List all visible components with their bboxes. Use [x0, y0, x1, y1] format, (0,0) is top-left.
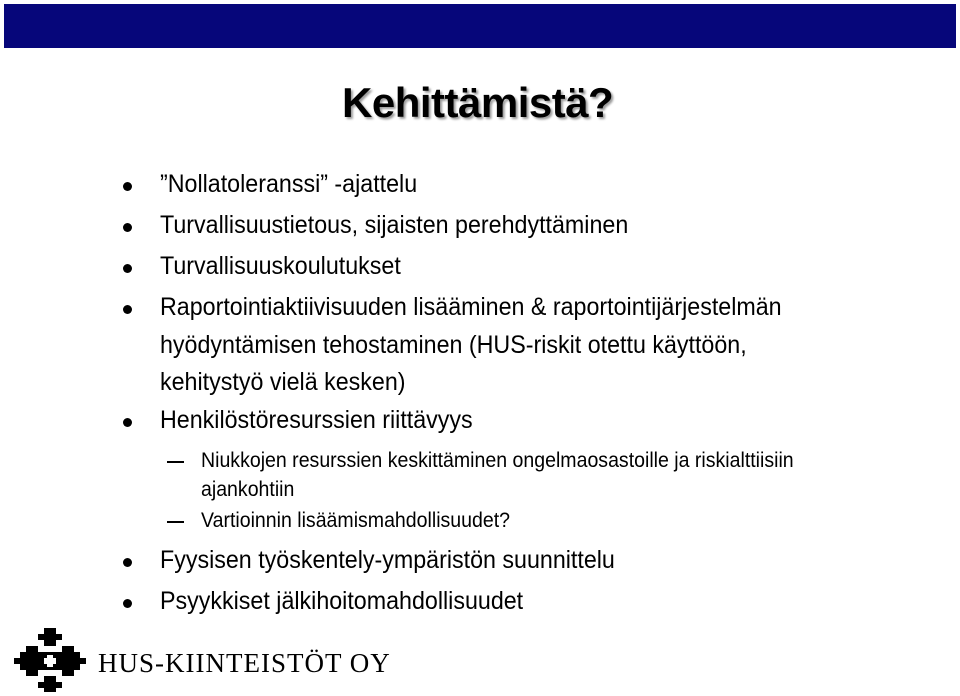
- bullet-item: ”Nollatoleranssi” -ajattelu: [160, 170, 418, 198]
- footer-org-name: HUS-KIINTEISTÖT OY: [98, 648, 391, 678]
- bullet-item-continuation: kehitystyö vielä kesken): [160, 368, 406, 396]
- bullet-item: Turvallisuustietous, sijaisten perehdyttäminen: [160, 211, 629, 239]
- bullet-item: Raportointiaktiivisuuden lisääminen & raportointijärjestelmän: [160, 293, 782, 321]
- bullet-item: Turvallisuuskoulutukset: [160, 252, 401, 280]
- bullet-item: Psyykkiset jälkihoitomahdollisuudet: [160, 587, 524, 615]
- bullet-icon: [123, 558, 132, 567]
- bullet-icon: [123, 182, 132, 191]
- bullet-icon: [123, 418, 132, 427]
- bullet-icon: [123, 264, 132, 273]
- bullet-item: Henkilöstöresurssien riittävyys: [160, 406, 473, 434]
- slide-title: Kehittämistä?: [342, 79, 614, 126]
- sub-bullet-item: Vartioinnin lisäämismahdollisuudet?: [201, 509, 511, 532]
- bullet-icon: [123, 305, 132, 314]
- sub-bullet-item: Niukkojen resurssien keskittäminen ongelmaosastoille ja riskialttiisiin: [201, 449, 794, 472]
- dash-icon: [167, 461, 184, 463]
- dash-icon: [167, 521, 184, 523]
- bullet-item: Fyysisen työskentely-ympäristön suunnittelu: [160, 546, 615, 574]
- sub-bullet-item-continuation: ajankohtiin: [201, 478, 295, 501]
- hus-logo-icon: [14, 628, 86, 692]
- bullet-icon: [123, 223, 132, 232]
- bullet-icon: [123, 599, 132, 608]
- header-bar: [4, 4, 956, 48]
- bullet-item-continuation: hyödyntämisen tehostaminen (HUS-riskit otettu käyttöön,: [160, 331, 747, 359]
